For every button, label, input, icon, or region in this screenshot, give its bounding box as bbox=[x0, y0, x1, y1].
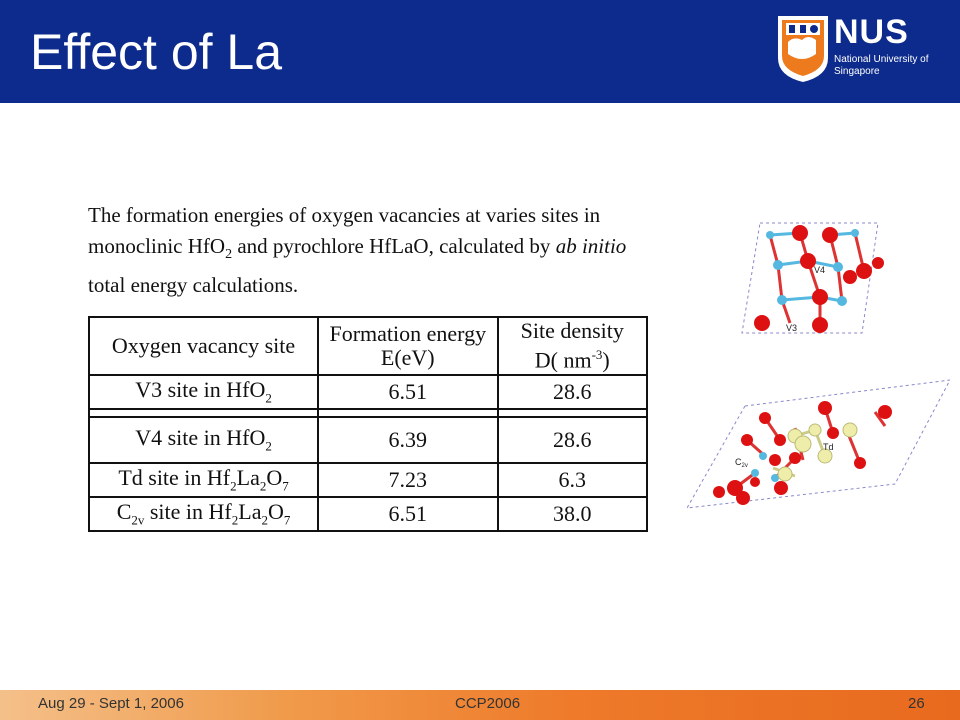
footer-page-number: 26 bbox=[908, 695, 925, 712]
site-sub: 7 bbox=[283, 512, 291, 528]
site-pre: C bbox=[116, 499, 132, 525]
hfo2-structure-image bbox=[730, 205, 890, 350]
header-density-label: Site density bbox=[520, 318, 624, 344]
logo-name: NUS bbox=[834, 13, 909, 51]
site-text: V4 site in HfO bbox=[135, 425, 266, 451]
intro-text-3: total energy calculations. bbox=[88, 273, 299, 298]
label-v4: V4 bbox=[814, 265, 826, 275]
cell-density: 28.6 bbox=[498, 375, 648, 409]
site-end: O bbox=[266, 465, 283, 491]
site-mid: La bbox=[236, 465, 260, 491]
site-sub: 2 bbox=[265, 438, 272, 454]
site-sub: 2 bbox=[261, 512, 268, 528]
cell-density: 28.6 bbox=[498, 417, 648, 463]
header-energy-unit: E(eV) bbox=[380, 345, 435, 370]
intro-text-2: and pyrochlore HfLaO, calculated by bbox=[232, 234, 556, 258]
cell-energy: 6.51 bbox=[318, 375, 497, 409]
header-site-label: Oxygen vacancy site bbox=[111, 333, 296, 358]
cell-density: 38.0 bbox=[498, 497, 648, 531]
intro-text-1: The formation energies of oxygen vacancies at varies sites in monoclinic HfO bbox=[88, 203, 601, 258]
table-row bbox=[89, 375, 647, 409]
table-header-row bbox=[89, 317, 647, 375]
header-density-close: ) bbox=[602, 347, 610, 373]
site-sub: 2 bbox=[230, 478, 237, 494]
header-density bbox=[498, 317, 648, 375]
intro-italic: ab initio bbox=[555, 234, 627, 258]
logo-subtitle: National University of Singapore bbox=[834, 54, 929, 77]
site-sub: 2 bbox=[259, 478, 267, 494]
cell-density: 6.3 bbox=[498, 463, 648, 497]
site-text: Td site in Hf bbox=[118, 465, 231, 491]
row-spacer bbox=[89, 409, 647, 417]
label-td: Td bbox=[823, 442, 834, 452]
cell-energy: 7.23 bbox=[318, 463, 497, 497]
site-sub: 2v bbox=[131, 512, 145, 528]
cell-site bbox=[89, 417, 318, 463]
table-row bbox=[89, 497, 647, 531]
site-sub: 2 bbox=[231, 512, 239, 528]
site-text: V3 site in HfO bbox=[135, 377, 266, 403]
cell-energy: 6.51 bbox=[318, 497, 497, 531]
header-site bbox=[89, 317, 318, 375]
slide-title: Effect of La bbox=[30, 24, 283, 80]
intro-sub: 2 bbox=[225, 247, 233, 263]
header-density-exp: -3 bbox=[591, 347, 603, 363]
header-energy-label: Formation energy bbox=[329, 321, 487, 346]
cell-site bbox=[89, 375, 318, 409]
title-bar bbox=[0, 0, 960, 103]
site-sub: 2 bbox=[265, 390, 272, 406]
site-mid: La bbox=[238, 499, 262, 525]
hflao-structure-image bbox=[685, 378, 950, 513]
table-row bbox=[89, 417, 647, 463]
footer-conference: CCP2006 bbox=[455, 695, 521, 712]
footer-date: Aug 29 - Sept 1, 2006 bbox=[38, 695, 184, 712]
cell-site bbox=[89, 497, 318, 531]
cell-site bbox=[89, 463, 318, 497]
header-energy bbox=[318, 317, 497, 375]
site-text: site in Hf bbox=[144, 499, 232, 525]
cell-energy: 6.39 bbox=[318, 417, 497, 463]
site-end: O bbox=[267, 499, 284, 525]
intro-paragraph bbox=[88, 200, 668, 301]
site-sub: 7 bbox=[282, 478, 289, 494]
table-row bbox=[89, 463, 647, 497]
header-density-unit: D( nm bbox=[534, 347, 592, 373]
formation-energy-table bbox=[88, 316, 648, 532]
label-v3: V3 bbox=[786, 323, 798, 333]
label-c2v: $C_{2v}$ bbox=[735, 457, 748, 469]
